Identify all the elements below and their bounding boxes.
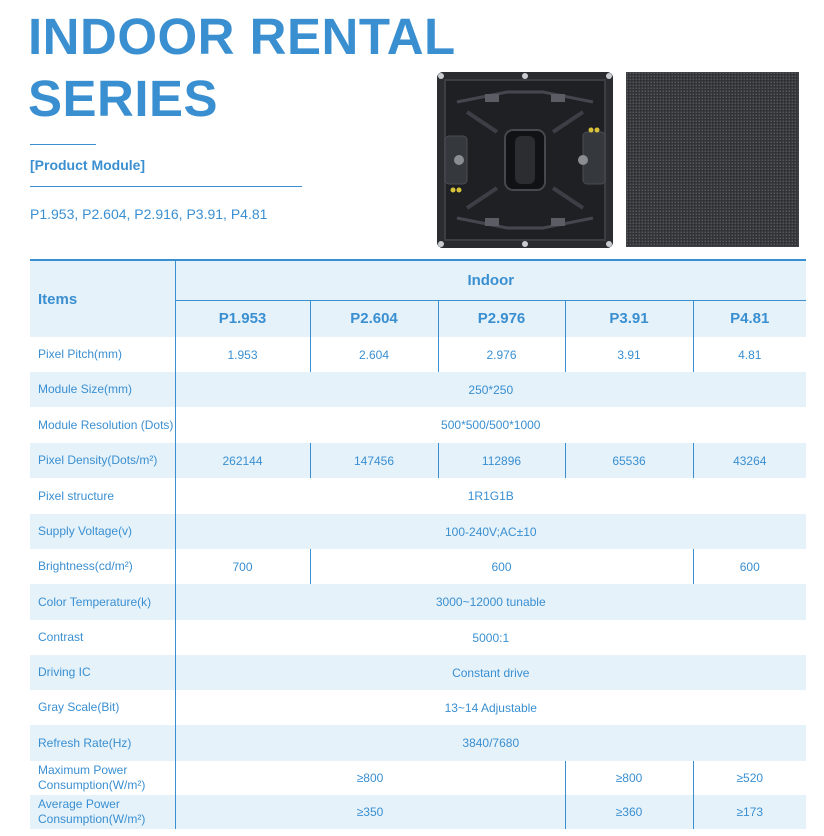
models-line: P1.953, P2.604, P2.916, P3.91, P4.81 bbox=[30, 206, 268, 222]
title-line-1: INDOOR RENTAL bbox=[28, 8, 456, 65]
items-header: Items bbox=[30, 260, 175, 337]
cell-value: ≥520 bbox=[693, 761, 806, 795]
cell-value: Constant drive bbox=[175, 655, 806, 690]
row-label: Pixel Pitch(mm) bbox=[30, 337, 175, 372]
cell-value: 250*250 bbox=[175, 372, 806, 407]
indoor-header: Indoor bbox=[175, 260, 806, 300]
module-back-photo bbox=[437, 72, 613, 248]
cell-value: 5000:1 bbox=[175, 620, 806, 655]
table-row bbox=[30, 761, 806, 795]
cell-value: 600 bbox=[310, 549, 693, 584]
row-label: Maximum Power Consumption(W/m²) bbox=[30, 761, 175, 795]
cell-value: 3.91 bbox=[565, 337, 693, 372]
section-divider bbox=[30, 186, 302, 187]
cell-value: 112896 bbox=[438, 443, 565, 478]
table-row bbox=[30, 795, 806, 829]
cell-value: ≥800 bbox=[565, 761, 693, 795]
page-title bbox=[28, 6, 456, 130]
cell-value: ≥360 bbox=[565, 795, 693, 829]
cell-value: 4.81 bbox=[693, 337, 806, 372]
table-row bbox=[30, 407, 806, 443]
row-label: Pixel structure bbox=[30, 478, 175, 514]
cell-value: 43264 bbox=[693, 443, 806, 478]
cell-value: 2.976 bbox=[438, 337, 565, 372]
cell-value: 100-240V;AC±10 bbox=[175, 514, 806, 549]
table-row bbox=[30, 620, 806, 655]
cell-value: 1R1G1B bbox=[175, 478, 806, 514]
cell-value: 600 bbox=[693, 549, 806, 584]
table-row bbox=[30, 690, 806, 725]
row-label: Brightness(cd/m²) bbox=[30, 549, 175, 584]
table-row bbox=[30, 655, 806, 690]
table-row bbox=[30, 584, 806, 620]
row-label: Contrast bbox=[30, 620, 175, 655]
table-row bbox=[30, 337, 806, 372]
cell-value: 1.953 bbox=[175, 337, 310, 372]
model-header: P4.81 bbox=[693, 300, 806, 337]
cell-value: 2.604 bbox=[310, 337, 438, 372]
table-row bbox=[30, 549, 806, 584]
row-label: Color Temperature(k) bbox=[30, 584, 175, 620]
row-label: Supply Voltage(v) bbox=[30, 514, 175, 549]
cell-value: 500*500/500*1000 bbox=[175, 407, 806, 443]
spec-table bbox=[30, 259, 806, 829]
cell-value: 700 bbox=[175, 549, 310, 584]
row-label: Pixel Density(Dots/m²) bbox=[30, 443, 175, 478]
row-label: Average Power Consumption(W/m²) bbox=[30, 795, 175, 829]
model-header: P2.976 bbox=[438, 300, 565, 337]
title-underline bbox=[30, 144, 96, 145]
section-label: [Product Module] bbox=[30, 157, 146, 173]
cell-value: 65536 bbox=[565, 443, 693, 478]
table-row bbox=[30, 372, 806, 407]
row-label: Driving IC bbox=[30, 655, 175, 690]
row-label: Module Resolution (Dots) bbox=[30, 407, 175, 443]
title-line-2: SERIES bbox=[28, 70, 219, 127]
cell-value: 3000~12000 tunable bbox=[175, 584, 806, 620]
cell-value: ≥350 bbox=[175, 795, 565, 829]
cell-value: ≥800 bbox=[175, 761, 565, 795]
table-row bbox=[30, 478, 806, 514]
row-label: Refresh Rate(Hz) bbox=[30, 725, 175, 761]
cell-value: 147456 bbox=[310, 443, 438, 478]
cell-value: ≥173 bbox=[693, 795, 806, 829]
cell-value: 3840/7680 bbox=[175, 725, 806, 761]
model-header: P3.91 bbox=[565, 300, 693, 337]
cell-value: 262144 bbox=[175, 443, 310, 478]
model-header: P2.604 bbox=[310, 300, 438, 337]
model-header: P1.953 bbox=[175, 300, 310, 337]
row-label: Gray Scale(Bit) bbox=[30, 690, 175, 725]
table-row bbox=[30, 514, 806, 549]
cell-value: 13~14 Adjustable bbox=[175, 690, 806, 725]
row-label: Module Size(mm) bbox=[30, 372, 175, 407]
module-front-photo bbox=[626, 72, 799, 247]
table-row bbox=[30, 443, 806, 478]
table-row bbox=[30, 725, 806, 761]
